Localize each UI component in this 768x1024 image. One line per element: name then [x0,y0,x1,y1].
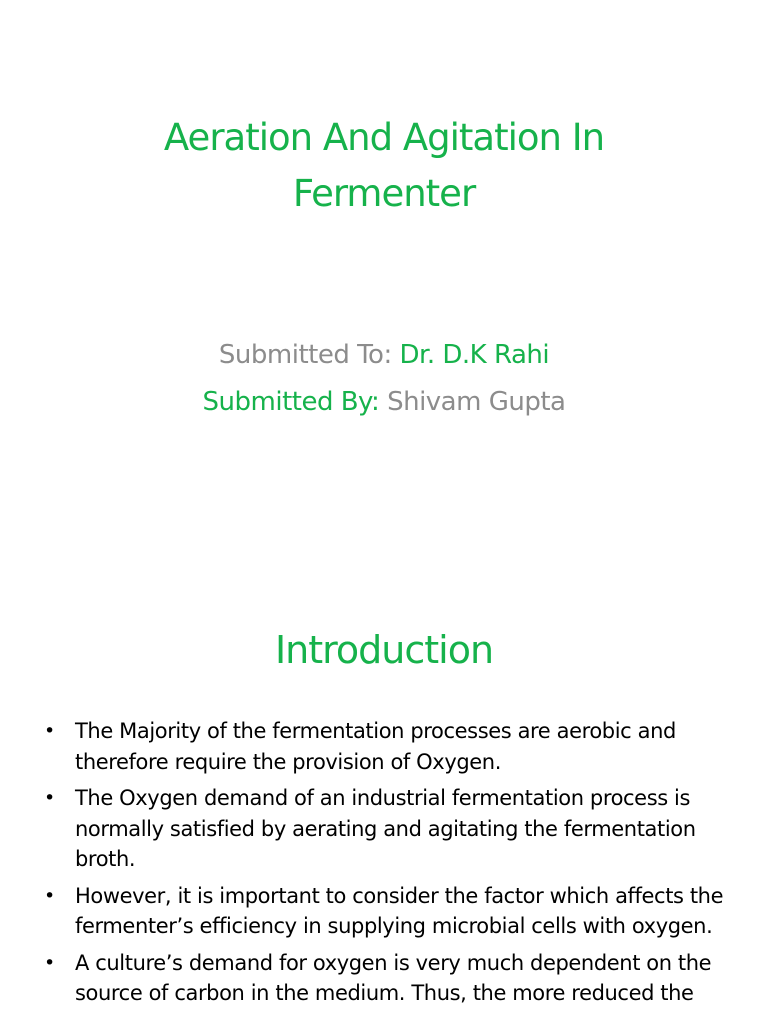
bullet-icon: • [44,951,55,974]
submitted-to-label: Submitted To: [218,340,392,370]
introduction-bullet-list [44,716,724,1015]
bullet-item [44,881,724,942]
bullet-text: The Majority of the fermentation processes are aerobic and therefore require the provision of Oxygen. [75,719,676,774]
bullet-text: However, it is important to consider the factor which affects the fermenter’s efficiency in supplying microbial cells with oxygen. [75,883,724,938]
submitted-by-line [0,383,768,421]
bullet-item [44,716,724,777]
bullet-text: The Oxygen demand of an industrial fermentation process is normally satisfied by aerating and agitating the fermentation broth. [75,786,696,871]
submitted-by-label: Submitted By: [202,387,380,417]
title-line-1: Aeration And Agitation In [163,116,605,159]
submitted-to-value: Dr. D.K Rahi [399,340,550,370]
bullet-icon: • [44,884,55,907]
bullet-item [44,783,724,875]
title-line-2: Fermenter [292,172,476,215]
page-title [0,110,768,222]
bullet-item [44,948,724,1009]
bullet-text: A culture’s demand for oxygen is very much dependent on the source of carbon in the medium. Thus, the more reduced the [75,950,712,1005]
submitted-by-value: Shivam Gupta [387,387,566,417]
introduction-heading: Introduction [274,628,494,672]
bullet-icon: • [44,720,55,742]
submitted-to-line [0,336,768,374]
bullet-icon: • [44,787,55,809]
